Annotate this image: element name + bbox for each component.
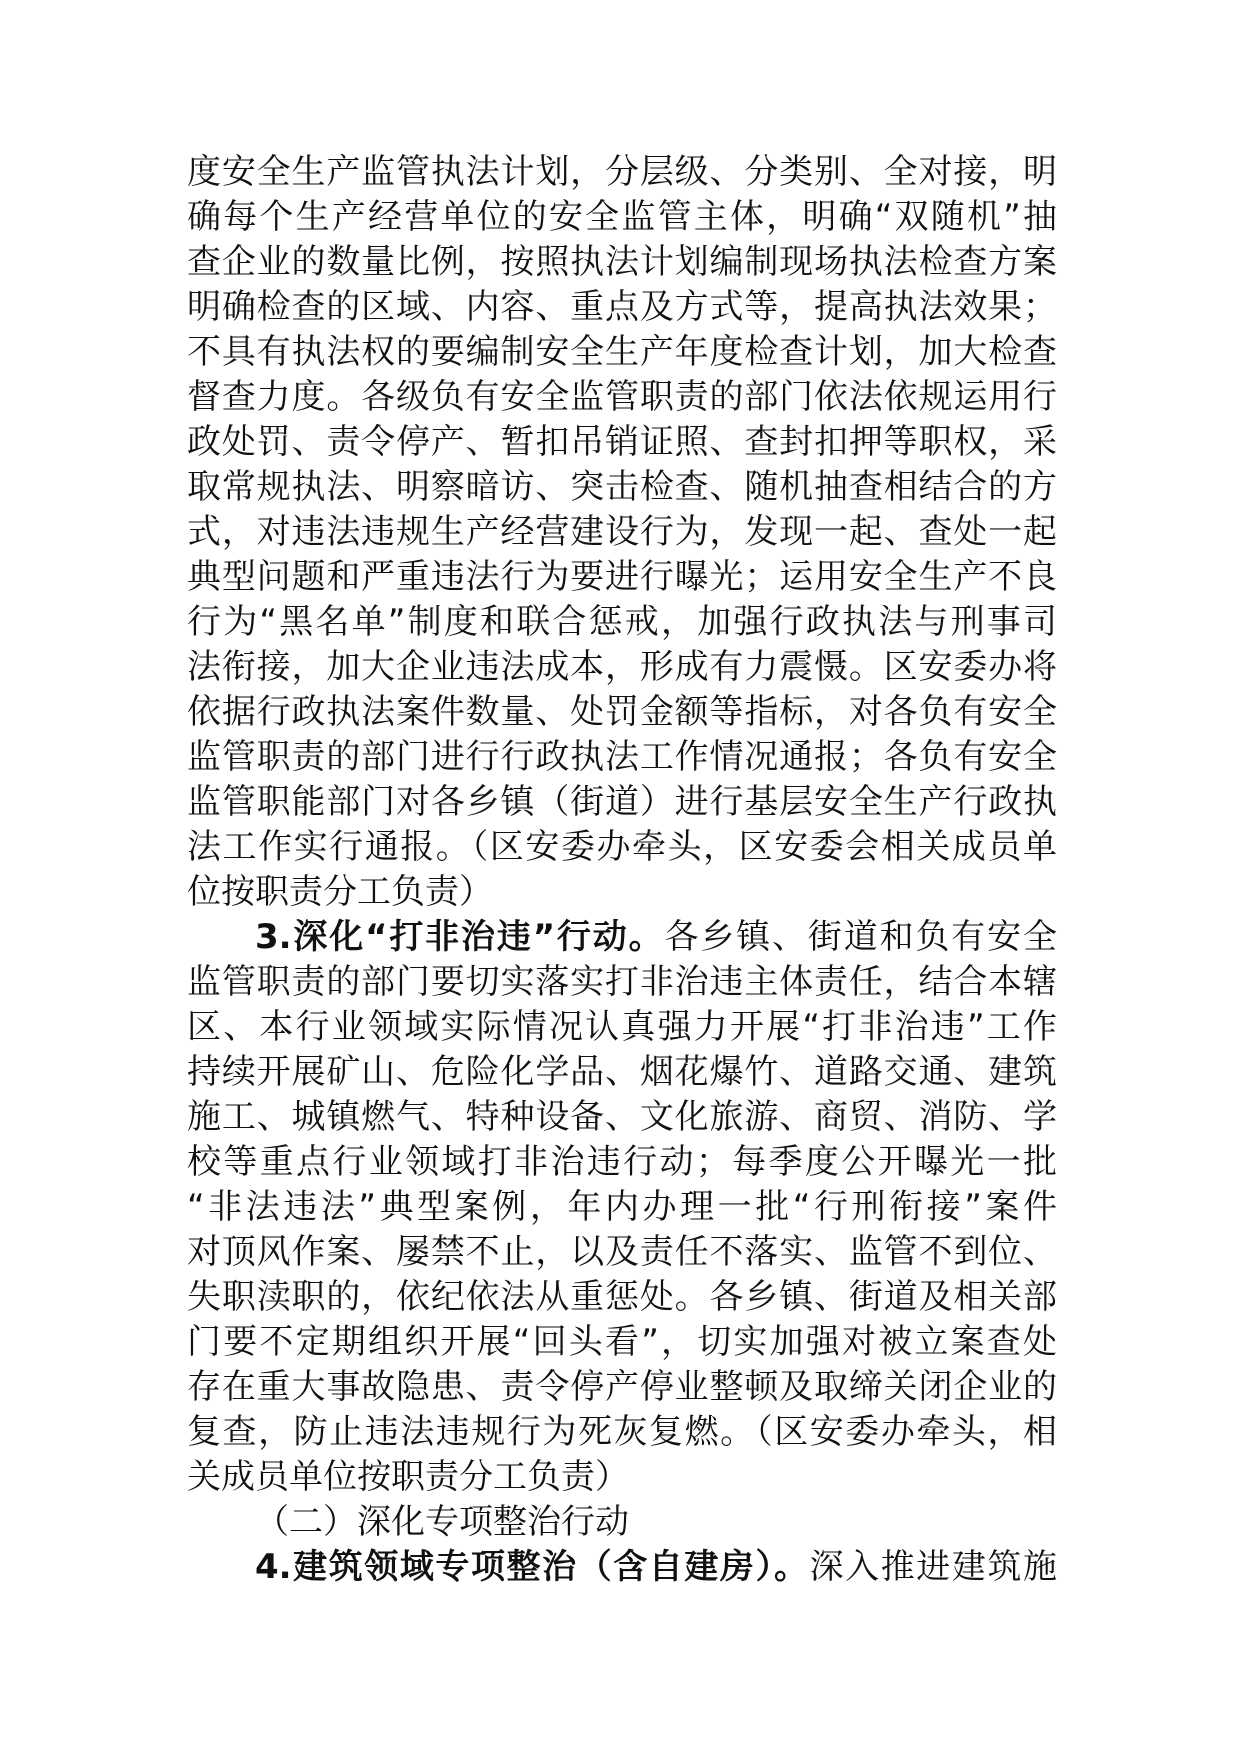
text-line: 政处罚、责令停产、暂扣吊销证照、查封扣押等职权，采	[187, 422, 1057, 462]
text-line: 监管职责的部门进行行政执法工作情况通报；各负有安全	[187, 737, 1057, 777]
text-line: 确每个生产经营单位的安全监管主体，明确“双随机”抽	[187, 197, 1057, 237]
text-line: 区、本行业领域实际情况认真强力开展“打非治违”工作	[187, 1007, 1057, 1047]
text-line: “非法违法”典型案例，年内办理一批“行刑衔接”案件	[187, 1187, 1057, 1227]
text-line: 门要不定期组织开展“回头看”，切实加强对被立案查处	[187, 1322, 1057, 1362]
section-heading: 3.深化“打非治违”行动。	[255, 917, 665, 957]
text-line: 督查力度。各级负有安全监管职责的部门依法依规运用行	[187, 377, 1057, 417]
document-page	[187, 150, 1057, 1590]
text-line: 施工、城镇燃气、特种设备、文化旅游、商贸、消防、学	[187, 1097, 1057, 1137]
text-line: 法衔接，加大企业违法成本，形成有力震慑。区安委办将	[187, 647, 1057, 687]
section-4-first-line	[187, 1545, 1057, 1590]
text-line: 不具有执法权的要编制安全生产年度检查计划，加大检查	[187, 332, 1057, 372]
text-line: 失职渎职的，依纪依法从重惩处。各乡镇、街道及相关部	[187, 1277, 1057, 1317]
text-line: 关成员单位按职责分工负责）	[187, 1457, 629, 1497]
text-line: 对顶风作案、屡禁不止，以及责任不落实、监管不到位、	[187, 1232, 1057, 1272]
text-line: 明确检查的区域、内容、重点及方式等，提高执法效果；	[187, 287, 1057, 327]
text-line: 法工作实行通报。（区安委办牵头，区安委会相关成员单	[187, 827, 1057, 867]
text-line: 典型问题和严重违法行为要进行曝光；运用安全生产不良	[187, 557, 1057, 597]
text-line: 依据行政执法案件数量、处罚金额等指标，对各负有安全	[187, 692, 1057, 732]
text-line: 复查，防止违法违规行为死灰复燃。（区安委办牵头，相	[187, 1412, 1057, 1452]
text-line: 取常规执法、明察暗访、突击检查、随机抽查相结合的方	[187, 467, 1057, 507]
text-line: 存在重大事故隐患、责令停产停业整顿及取缔关闭企业的	[187, 1367, 1057, 1407]
section-body-text: 深入推进建筑施	[809, 1547, 1057, 1587]
text-line: 监管职能部门对各乡镇（街道）进行基层安全生产行政执	[187, 782, 1057, 822]
text-line: 持续开展矿山、危险化学品、烟花爆竹、道路交通、建筑	[187, 1052, 1057, 1092]
subsection-heading: （二）深化专项整治行动	[255, 1502, 629, 1542]
text-line: 位按职责分工负责）	[187, 872, 493, 912]
section-heading: 4.建筑领域专项整治（含自建房）。	[255, 1547, 810, 1587]
section-body-text: 各乡镇、街道和负有安全	[664, 917, 1057, 957]
text-line: 校等重点行业领域打非治违行动；每季度公开曝光一批	[187, 1142, 1057, 1182]
text-line: 式，对违法违规生产经营建设行为，发现一起、查处一起	[187, 512, 1057, 552]
text-line: 度安全生产监管执法计划，分层级、分类别、全对接，明	[187, 152, 1057, 192]
text-line: 监管职责的部门要切实落实打非治违主体责任，结合本辖	[187, 962, 1057, 1002]
text-line: 查企业的数量比例，按照执法计划编制现场执法检查方案	[187, 242, 1057, 282]
section-3-first-line	[187, 915, 1057, 960]
text-line: 行为“黑名单”制度和联合惩戒，加强行政执法与刑事司	[187, 602, 1057, 642]
